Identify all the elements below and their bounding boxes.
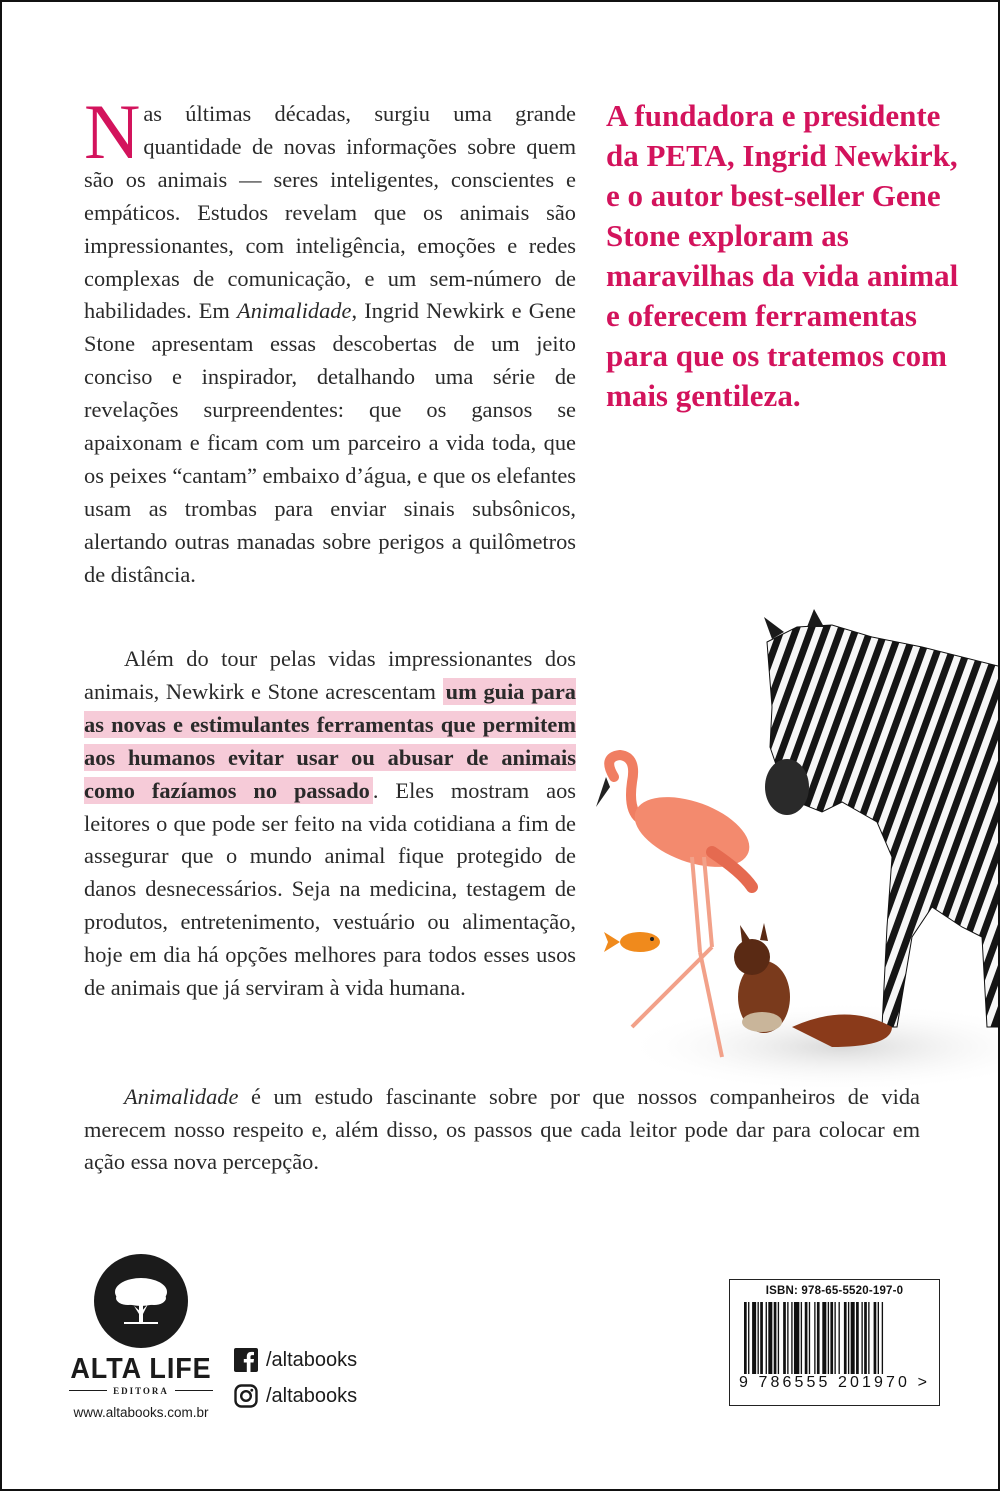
barcode-bar <box>882 1302 883 1374</box>
publisher-imprint: EDITORA <box>113 1386 169 1396</box>
barcode-bar <box>794 1302 799 1374</box>
barcode-bar <box>783 1302 786 1374</box>
barcode-bar <box>856 1302 859 1374</box>
ground-shadow <box>622 1002 1000 1087</box>
closing-paragraph <box>84 1081 920 1179</box>
squirrel <box>734 923 892 1047</box>
isbn-digits: 9 786555 201970 > <box>738 1374 931 1391</box>
tree-icon <box>94 1254 188 1348</box>
intro-text-b: , Ingrid Newkirk e Gene Stone apresentam essas descobertas de um jeito conciso e inspirador, detalhando uma série de revelações surpreendentes: que os gansos se apaixonam e ficam com um parceiro a vida toda, que os peixes “cantam” embaixo d’água, e que os elefantes usam as trombas para enviar sinais subsônicos, alertando outras manadas sobre perigos a quilômetros de distância. <box>84 298 576 587</box>
instagram-icon <box>234 1384 258 1408</box>
pull-quote: A fundadora e presidente da PETA, Ingrid Newkirk, e o autor best-seller Gene Stone exploram as maravilhas da vida animal e oferecem ferramentas para que os tratemos com mais gentileza. <box>606 98 959 413</box>
imprint-line <box>62 1384 220 1396</box>
barcode-bar <box>801 1302 802 1374</box>
closing-text: é um estudo fascinante sobre por que nossos companheiros de vida merecem nosso respeito e, além disso, os passos que cada leitor pode dar para colocar em ação essa nova percepção. <box>84 1084 920 1175</box>
barcode-bar <box>822 1302 826 1374</box>
barcode-bar <box>748 1302 749 1374</box>
closing-book-title: Animalidade <box>124 1084 239 1109</box>
isbn-label: ISBN: 978-65-5520-197-0 <box>765 1285 904 1297</box>
publisher-brand: ALTA LIFE <box>70 1353 212 1385</box>
barcode-bar <box>844 1302 847 1374</box>
publisher-logo <box>62 1254 220 1420</box>
barcode-bar <box>760 1302 763 1374</box>
barcode-bar <box>848 1302 849 1374</box>
divider <box>69 1390 107 1391</box>
barcode-bar <box>868 1302 869 1374</box>
intro-book-title: Animalidade <box>237 298 352 324</box>
barcode-bar <box>878 1302 879 1374</box>
barcode-bar <box>874 1302 877 1374</box>
barcode-bar <box>758 1302 759 1374</box>
barcode-bar <box>752 1302 756 1374</box>
barcode-bar <box>805 1302 808 1374</box>
barcode-bar <box>851 1302 855 1374</box>
barcode <box>729 1279 940 1406</box>
barcode-bar <box>834 1302 835 1374</box>
divider <box>175 1390 213 1391</box>
barcode-bar <box>768 1302 772 1374</box>
instagram-handle: /altabooks <box>266 1384 358 1407</box>
facebook-handle: /altabooks <box>266 1348 358 1371</box>
barcode-bar <box>814 1302 815 1374</box>
intro-paragraph <box>84 88 576 592</box>
second-text-a: Além do tour pelas vidas impressionantes dos animais, Newkirk e Stone acrescentam <box>84 646 576 704</box>
barcode-bar <box>744 1302 747 1374</box>
barcode-bars <box>742 1302 928 1374</box>
barcode-bar <box>778 1302 779 1374</box>
facebook-link[interactable] <box>234 1348 357 1372</box>
barcode-bar <box>830 1302 833 1374</box>
barcode-bar <box>828 1302 829 1374</box>
intro-text-a: as últimas décadas, surgiu uma grande quantidade de novas informações sobre quem são os animais — seres inteligentes, conscientes e empáticos. Estudos revelam que os animais são impressionantes, com inteligência, emoções e redes complexas de comunicação, e um sem-número de habilidades. Em <box>84 101 576 324</box>
highlighted-passage: um guia para as novas e estimulantes ferramentas que permitem aos humanos evitar usar ou abusar de animais como fazíamos no passado <box>84 678 576 803</box>
second-paragraph <box>84 643 576 1005</box>
barcode-bar <box>791 1302 792 1374</box>
goldfish <box>604 932 660 952</box>
instagram-link[interactable] <box>234 1384 357 1408</box>
barcode-bar <box>787 1302 788 1374</box>
publisher-website[interactable]: www.altabooks.com.br <box>73 1405 209 1420</box>
barcode-bar <box>774 1302 777 1374</box>
barcode-bar <box>839 1302 840 1374</box>
second-text-b: . Eles mostram aos leitores o que pode ser feito na vida cotidiana a fim de assegurar que o mundo animal fique protegido de danos desnecessários. Seja na medicina, testagem de produtos, entretenimento, vestuário ou alimentação, hoje em dia há opções melhores para todos esses usos de animais que já serviram à vida humana. <box>84 777 576 1001</box>
barcode-bar <box>861 1302 862 1374</box>
barcode-bar <box>809 1302 810 1374</box>
drop-cap: N <box>84 88 141 175</box>
facebook-icon <box>234 1348 258 1372</box>
barcode-bar <box>864 1302 867 1374</box>
animals-illustration <box>592 607 1000 1087</box>
barcode-bar <box>817 1302 820 1374</box>
zebra <box>764 609 1000 1027</box>
barcode-bar <box>766 1302 767 1374</box>
